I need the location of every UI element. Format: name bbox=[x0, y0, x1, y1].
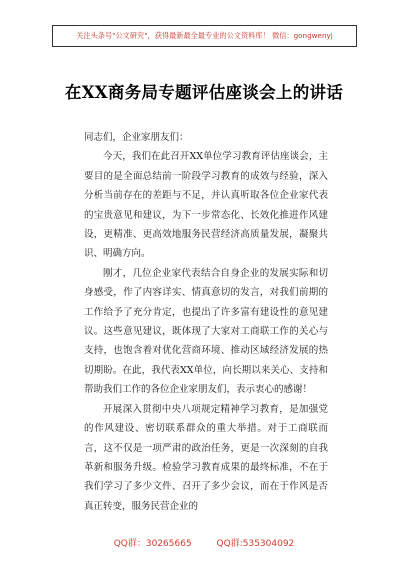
paragraph: 今天，我们在此召开XX单位学习教育评估座谈会，主要目的是全面总结前一阶段学习教育的成效与经验，深入分析当前存在的差距与不足，并认真听取各位企业家代表的宝贵意见和建议，为下一步常态化、长效化推进作风建设，更精准、更高效地服务民营经济高质量发展，凝聚共识、明确方向。 bbox=[84, 151, 328, 260]
footer-qq-group-2: QQ群:535304092 bbox=[216, 539, 295, 549]
footer-contact bbox=[0, 536, 408, 549]
header-banner bbox=[52, 25, 357, 47]
salutation: 同志们，企业家朋友们： bbox=[84, 132, 189, 143]
paragraph: 开展深入贯彻中央八项规定精神学习教育，是加强党的作风建设、密切联系群众的重大举措。对于工商联而言，这不仅是一项严肃的政治任务，更是一次深刻的自我革新和服务升级。检验学习教育成果的最终标准，不在于我们学习了多少文件、召开了多少会议，而在于作风是否真正转变，服务民营企业的 bbox=[84, 403, 328, 512]
document-body bbox=[84, 128, 328, 516]
paragraph: 刚才，几位企业家代表结合自身企业的发展实际和切身感受，作了内容详实、情真意切的发言，对我们前期的工作给予了充分肯定，也提出了许多富有建设性的意见建议。这些意见建议，既体现了大家对工商联工作的关心与支持，也饱含着对优化营商环境、推动区域经济发展的热切期盼。在此，我代表XX单位，向长期以来关心、支持和帮助我们工作的各位企业家朋友们，表示衷心的感谢！ bbox=[84, 267, 328, 396]
header-banner-text: 关注头条号"公文研究"，获得最新最全最专业的公文资料库！ 微信：gongwenyj bbox=[76, 31, 333, 40]
document-title: 在XX商务局专题评估座谈会上的讲话 bbox=[64, 83, 344, 102]
footer-qq-group-1: QQ群：30265665 bbox=[113, 539, 192, 549]
